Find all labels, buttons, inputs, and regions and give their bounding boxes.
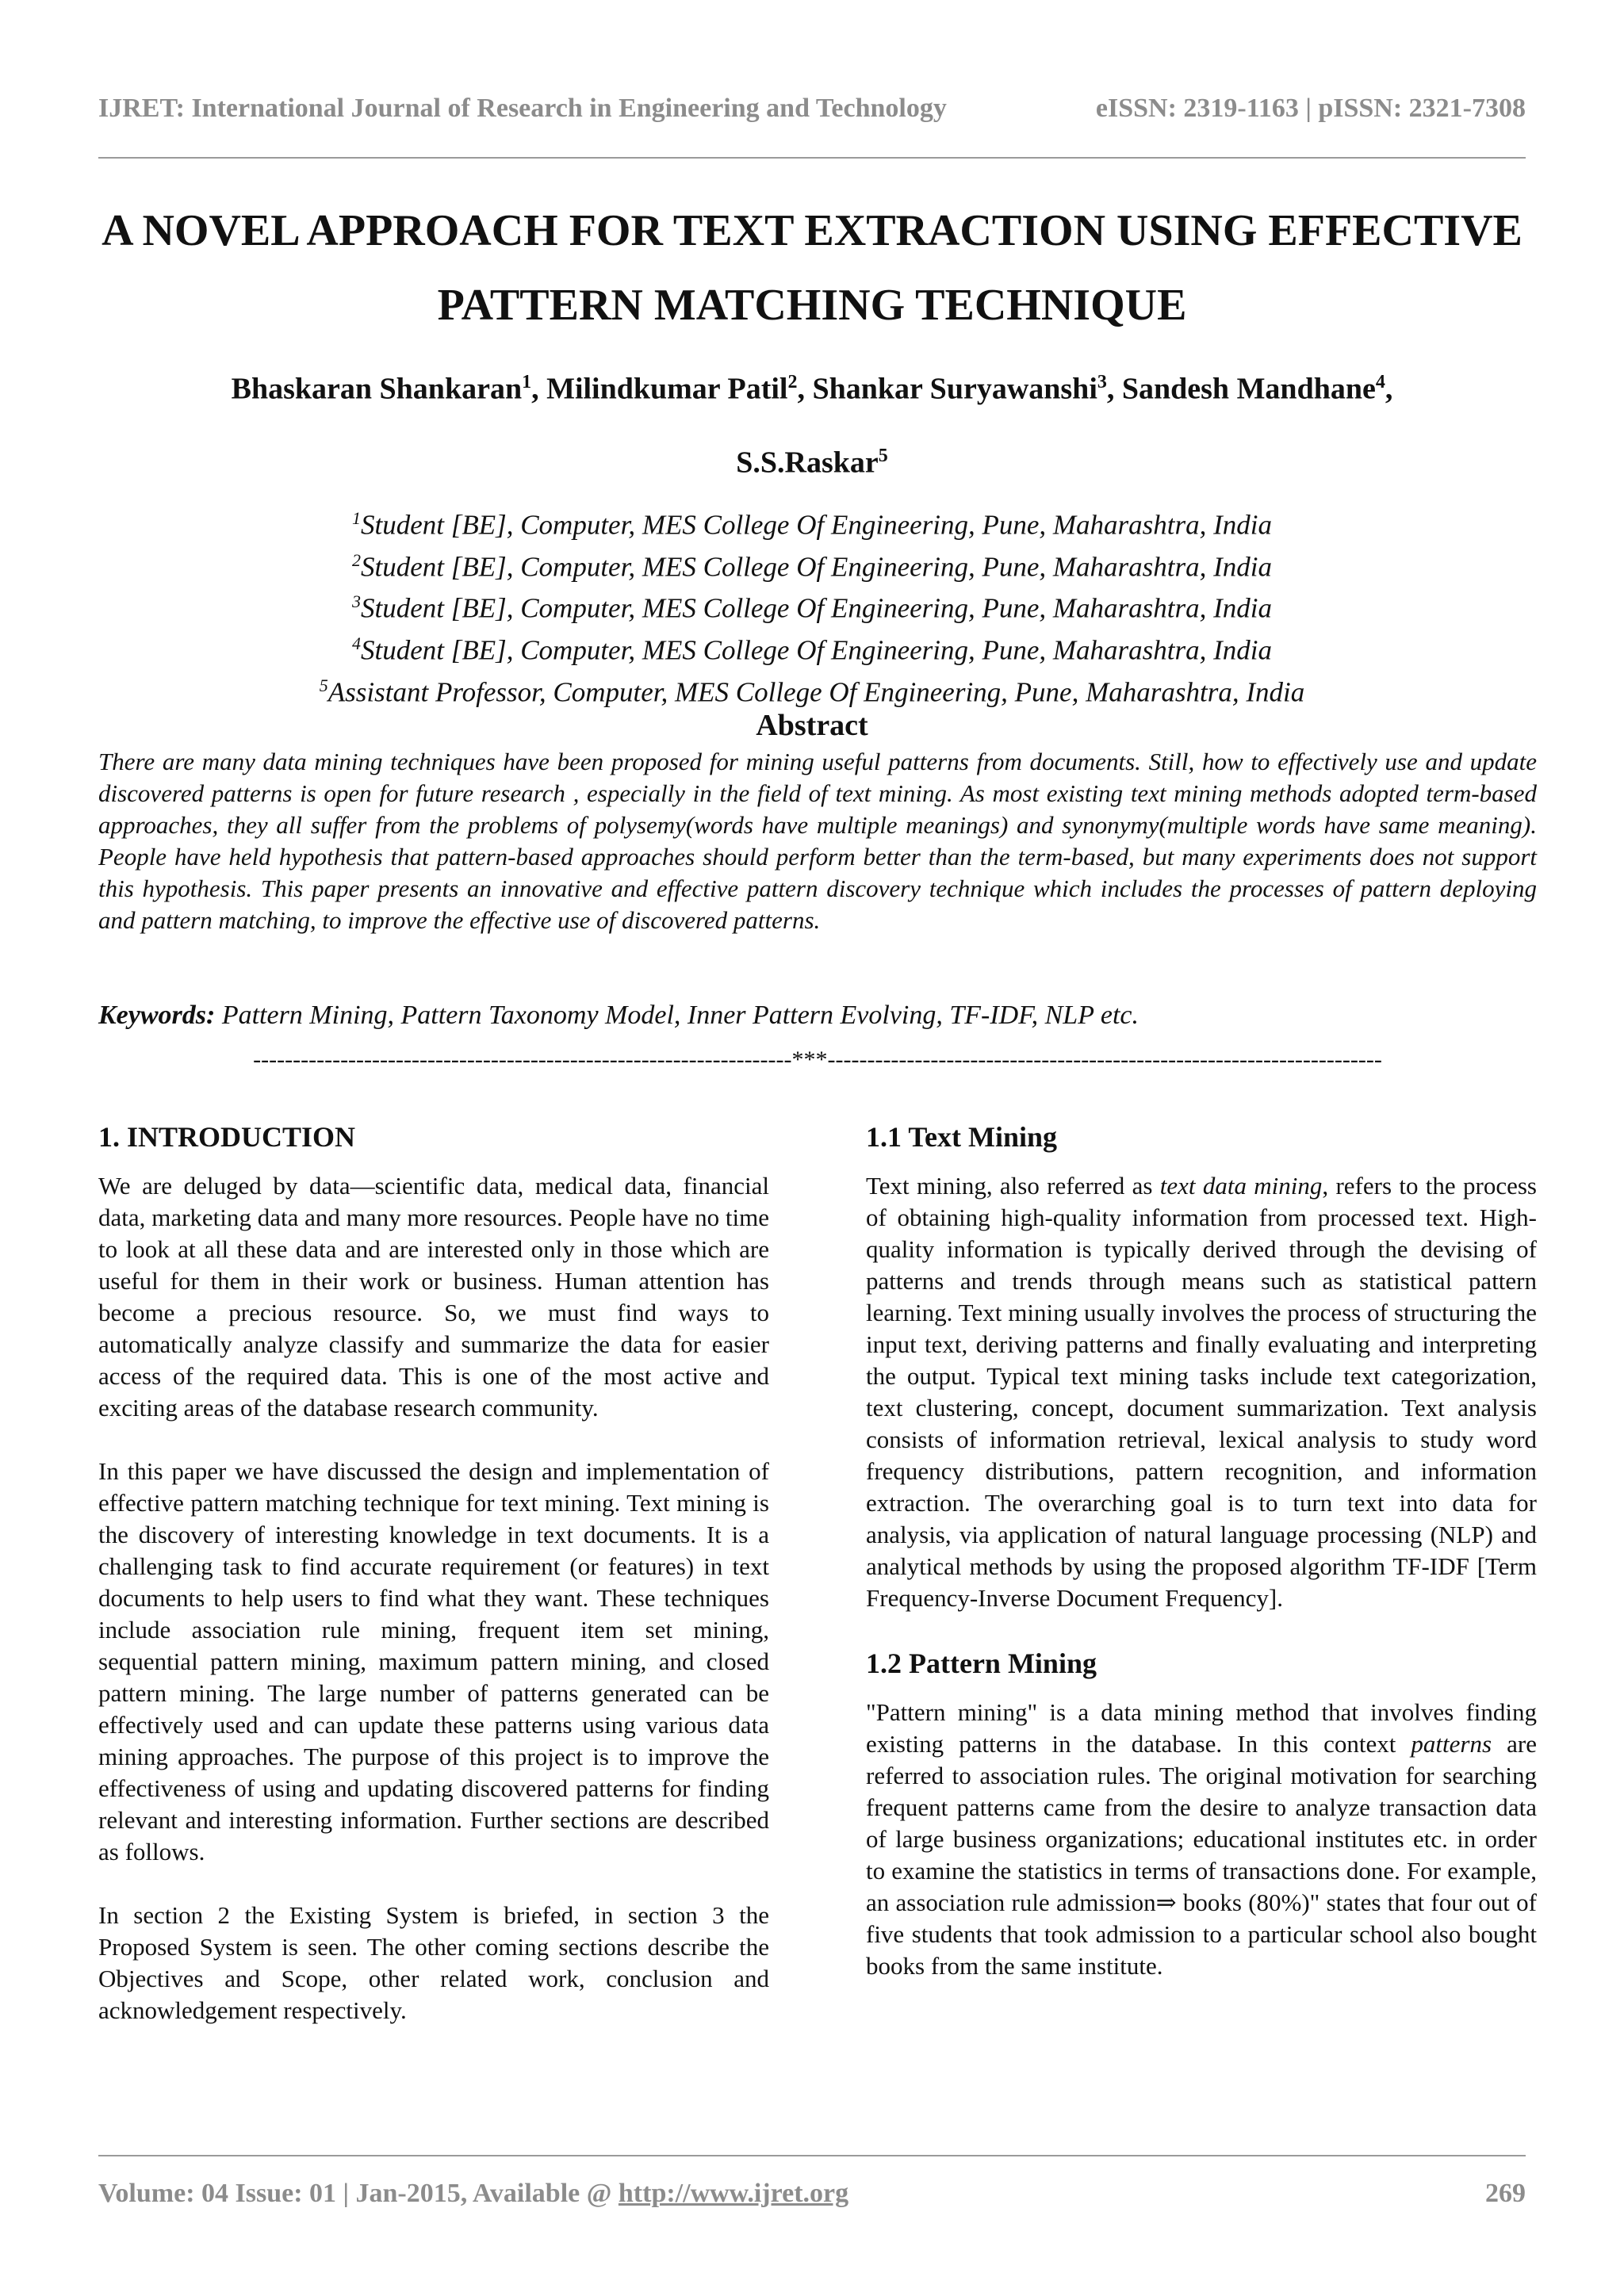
header-divider [98, 157, 1526, 159]
author-sep: , [797, 372, 813, 406]
author-list [127, 349, 1497, 496]
affiliation-text: Student [BE], Computer, MES College Of Engineering, Pune, Maharashtra, India [360, 551, 1273, 583]
author-name: S.S.Raskar [736, 446, 879, 480]
left-column [98, 1119, 769, 2058]
pattern-mining-paragraph [866, 1697, 1537, 1982]
pattern-mining-post: are referred to association rules. The original motivation for searching frequent patterns came from the desire to analyze transaction data of large business organizations; educational institutes etc. in order to examine the statistics in terms of transactions done. For example, an association rule admission⇒ books (80%)" states that four out of five students that took admission to a particular school also bought books from the same institute. [866, 1730, 1537, 1980]
author-name: Milindkumar Patil [546, 372, 788, 406]
pattern-mining-emphasis: patterns [1411, 1730, 1492, 1758]
abstract-heading: Abstract [756, 709, 868, 742]
affiliation-item [127, 543, 1497, 585]
affiliation-item [127, 668, 1497, 710]
intro-paragraph-1: We are deluged by data—scientific data, medical data, financial data, marketing data and many more resources. People have no time to look at all these data and are interested only in those which are useful for them in their work or business. Human attention has become a precious resource. So, we must find ways to automatically analyze classify and summarize the data for easier access of the required data. This is one of the most active and exciting areas of the database research community. [98, 1172, 769, 1422]
affiliation-sup: 2 [351, 549, 361, 570]
keywords [98, 1001, 1537, 1031]
author-sep: , [1106, 372, 1122, 406]
text-mining-pre: Text mining, also referred as [866, 1172, 1160, 1200]
journal-url-link[interactable]: http://www.ijret.org [618, 2179, 849, 2208]
affiliation-item [127, 626, 1497, 668]
keywords-label: Keywords: [98, 1001, 216, 1030]
section-heading-introduction: 1. INTRODUCTION [98, 1121, 356, 1153]
author-sep: , [1385, 372, 1393, 406]
intro-paragraph-2: In this paper we have discussed the design and implementation of effective pattern matching technique for text mining. Text mining is the discovery of interesting knowledge in text documents. It is a challenging task to find accurate requirement (or features) in text documents to help users to find what they want. These techniques include association rule mining, frequent item set mining, sequential pattern mining, maximum pattern mining, and closed pattern mining. The large number of patterns generated can be effectively used and can update these patterns using various data mining approaches. The purpose of this project is to improve the effectiveness of using and updating discovered patterns for finding relevant and interesting information. Further sections are described as follows. [98, 1457, 769, 1866]
affiliation-item [127, 501, 1497, 543]
author-name: Bhaskaran Shankaran [231, 372, 523, 406]
pattern-mining-pre: "Pattern mining" is a data mining method that involves finding existing patterns in the database. In this context [866, 1698, 1537, 1758]
affiliation-sup: 1 [351, 508, 361, 528]
issn-info: eISSN: 2319-1163 | pISSN: 2321-7308 [1095, 94, 1526, 123]
affiliation-list [127, 501, 1497, 710]
footer-divider [98, 2155, 1526, 2156]
paper-title [63, 193, 1561, 342]
affiliation-text: Student [BE], Computer, MES College Of Engineering, Pune, Maharashtra, India [360, 592, 1273, 624]
affiliation-sup: 3 [351, 591, 361, 612]
author-name: Sandesh Mandhane [1121, 372, 1376, 406]
author-sup: 1 [522, 372, 532, 392]
affiliation-sup: 4 [351, 633, 361, 653]
affiliation-text: Student [BE], Computer, MES College Of Engineering, Pune, Maharashtra, India [360, 509, 1273, 541]
text-mining-emphasis: text data mining [1159, 1172, 1323, 1200]
affiliation-text: Assistant Professor, Computer, MES College Of Engineering, Pune, Maharashtra, India [327, 676, 1305, 708]
author-name: Shankar Suryawanshi [812, 372, 1097, 406]
author-sup: 3 [1097, 372, 1107, 392]
text-mining-post: , refers to the process of obtaining high-quality information from processed text. High-quality information is typically derived through the devising of patterns and trends through means such as statistical pattern learning. Text mining usually involves the process of structuring the input text, deriving patterns and finally evaluating and interpreting the output. Typical text mining tasks include text categorization, text clustering, concept, document summarization. Text analysis consists of information retrieval, lexical analysis to study word frequency distributions, pattern recognition, and information extraction. The overarching goal is to turn text into data for analysis, via application of natural language processing (NLP) and analytical methods by using the proposed algorithm TF-IDF [Term Frequency-Inverse Document Frequency]. [866, 1172, 1537, 1612]
title-line-1: A NOVEL APPROACH FOR TEXT EXTRACTION USING EFFECTIVE [102, 206, 1522, 255]
running-footer [98, 2179, 1526, 2209]
affiliation-item [127, 584, 1497, 626]
abstract-text: There are many data mining techniques have been proposed for mining useful patterns from documents. Still, how to effectively use and update discovered patterns is open for future research , especially in the field of text mining. As most existing text mining methods adopted term-based approaches, they all suffer from the problems of polysemy(words have multiple meanings) and synonymy(multiple words have same meaning). People have held hypothesis that pattern-based approaches should perform better than the term-based, but many experiments does not support this hypothesis. This paper presents an innovative and effective pattern discovery technique which includes the processes of pattern deploying and pattern matching, to improve the effective use of discovered patterns. [98, 748, 1537, 934]
section-separator: --------------------------------------------------------------------***---------------------------------------------------------------------- [253, 1047, 1382, 1073]
footer-volume [98, 2179, 848, 2209]
right-column [866, 1119, 1537, 2014]
affiliation-sup: 5 [319, 675, 328, 695]
intro-paragraph-3: In section 2 the Existing System is briefed, in section 3 the Proposed System is seen. The other coming sections describe the Objectives and Scope, other related work, conclusion and acknowledgement respectively. [98, 1901, 769, 2024]
page-number: 269 [1485, 2179, 1526, 2208]
footer-volume-text: Volume: 04 Issue: 01 | Jan-2015, Available @ [98, 2179, 619, 2208]
title-line-2: PATTERN MATCHING TECHNIQUE [437, 281, 1187, 330]
journal-name: IJRET: International Journal of Research in Engineering and Technology [98, 94, 947, 123]
running-header [98, 94, 1526, 124]
affiliation-text: Student [BE], Computer, MES College Of Engineering, Pune, Maharashtra, India [360, 634, 1273, 666]
author-sep: , [531, 372, 547, 406]
author-sup: 5 [878, 445, 888, 466]
text-mining-paragraph [866, 1170, 1537, 1614]
section-heading-pattern-mining: 1.2 Pattern Mining [866, 1647, 1097, 1679]
keywords-text: Pattern Mining, Pattern Taxonomy Model, Inner Pattern Evolving, TF-IDF, NLP etc. [221, 1001, 1139, 1030]
section-heading-text-mining: 1.1 Text Mining [866, 1121, 1058, 1153]
author-sup: 4 [1375, 372, 1385, 392]
author-sup: 2 [787, 372, 798, 392]
